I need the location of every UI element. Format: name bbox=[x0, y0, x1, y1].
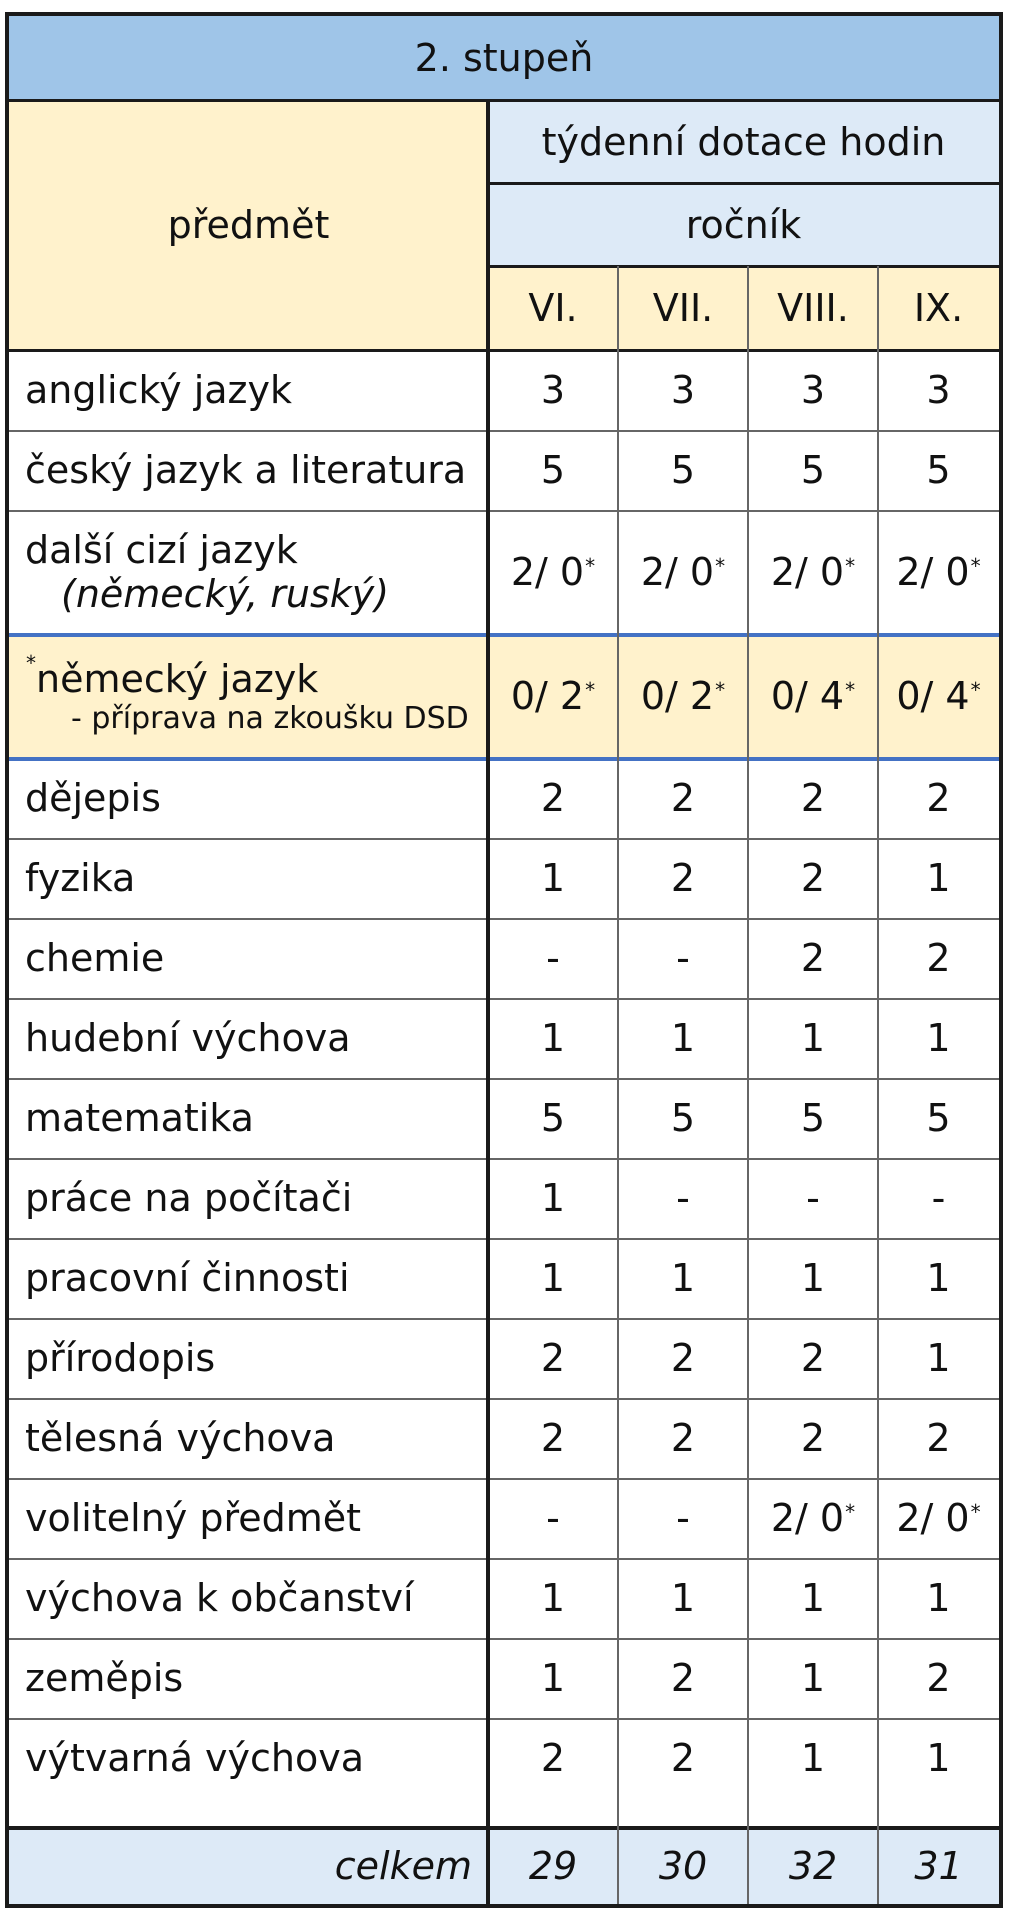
row-divider bbox=[9, 1398, 999, 1400]
row-divider bbox=[9, 1238, 999, 1240]
row-divider bbox=[9, 998, 999, 1000]
row-divider bbox=[9, 1638, 999, 1640]
hours-value: 2 bbox=[488, 1398, 618, 1478]
subject-name: hudební výchova bbox=[9, 998, 488, 1078]
curriculum-table bbox=[5, 12, 1003, 1908]
grade-header: ročník bbox=[488, 183, 999, 266]
hours-value: 5 bbox=[618, 430, 748, 510]
row-divider bbox=[9, 633, 999, 637]
grade-label: VIII. bbox=[748, 266, 878, 350]
hours-value: 3 bbox=[618, 350, 748, 430]
hours-value: 2 bbox=[748, 1398, 878, 1478]
row-divider bbox=[9, 349, 999, 352]
row-divider bbox=[9, 1826, 999, 1830]
hours-value: 2 bbox=[488, 758, 618, 838]
subject-column-header: předmět bbox=[9, 100, 488, 350]
hours-value: 1 bbox=[748, 1238, 878, 1318]
hours-value: 5 bbox=[878, 1078, 999, 1158]
hours-value: 5 bbox=[748, 430, 878, 510]
hours-value: - bbox=[618, 918, 748, 998]
hours-value: 5 bbox=[618, 1078, 748, 1158]
hours-value: - bbox=[618, 1158, 748, 1238]
subject-note: - příprava na zkoušku DSD bbox=[71, 700, 469, 736]
hours-value: 1 bbox=[748, 1558, 878, 1638]
subject-name: přírodopis bbox=[9, 1318, 488, 1398]
hours-value: 1 bbox=[618, 998, 748, 1078]
hours-value: 1 bbox=[878, 1718, 999, 1798]
hours-value: 1 bbox=[488, 1558, 618, 1638]
grade-label: VI. bbox=[488, 266, 618, 350]
column-divider bbox=[617, 266, 619, 1904]
total-label: celkem bbox=[9, 1828, 488, 1904]
subject-name: dějepis bbox=[9, 758, 488, 838]
hours-value: - bbox=[488, 1478, 618, 1558]
hours-value: 0/ 4 * bbox=[878, 634, 999, 758]
weekly-hours-header: týdenní dotace hodin bbox=[488, 100, 999, 183]
hours-value: 1 bbox=[748, 1638, 878, 1718]
column-divider bbox=[747, 266, 749, 1904]
hours-value: 3 bbox=[488, 350, 618, 430]
hours-value: 2 bbox=[878, 1638, 999, 1718]
hours-value: 2 bbox=[748, 838, 878, 918]
hours-value: 1 bbox=[878, 838, 999, 918]
hours-value: 2 bbox=[878, 758, 999, 838]
hours-value: 2 bbox=[878, 918, 999, 998]
table-title: 2. stupeň bbox=[9, 16, 999, 100]
hours-value: 1 bbox=[878, 1558, 999, 1638]
hours-value: 1 bbox=[488, 1638, 618, 1718]
hours-value: - bbox=[748, 1158, 878, 1238]
subject-name: matematika bbox=[9, 1078, 488, 1158]
row-divider bbox=[9, 757, 999, 761]
row-divider bbox=[9, 99, 999, 102]
subject-note: (německý, ruský) bbox=[61, 572, 390, 616]
subject-name: výchova k občanství bbox=[9, 1558, 488, 1638]
hours-value: 1 bbox=[488, 838, 618, 918]
row-divider bbox=[488, 265, 999, 268]
subject-name: práce na počítači bbox=[9, 1158, 488, 1238]
hours-value: 0/ 2 * bbox=[488, 634, 618, 758]
total-value: 32 bbox=[748, 1828, 878, 1904]
hours-value: 1 bbox=[488, 1158, 618, 1238]
row-divider bbox=[9, 1078, 999, 1080]
hours-value: 0/ 4 * bbox=[748, 634, 878, 758]
hours-value: - bbox=[618, 1478, 748, 1558]
row-divider bbox=[9, 510, 999, 512]
row-divider bbox=[9, 918, 999, 920]
total-value: 29 bbox=[488, 1828, 618, 1904]
grade-label: VII. bbox=[618, 266, 748, 350]
subject-name: chemie bbox=[9, 918, 488, 998]
column-divider bbox=[877, 266, 879, 1904]
hours-value: 2/ 0 * bbox=[748, 1478, 878, 1558]
hours-value: - bbox=[878, 1158, 999, 1238]
hours-value: 2/ 0 * bbox=[878, 1478, 999, 1558]
hours-value: 1 bbox=[748, 1718, 878, 1798]
row-divider bbox=[9, 430, 999, 432]
total-value: 30 bbox=[618, 1828, 748, 1904]
subject-name bbox=[9, 510, 488, 634]
hours-value: 2 bbox=[618, 1318, 748, 1398]
row-divider bbox=[9, 1718, 999, 1720]
hours-value: 5 bbox=[488, 1078, 618, 1158]
subject-name: tělesná výchova bbox=[9, 1398, 488, 1478]
hours-value: 2 bbox=[748, 758, 878, 838]
subject-name: český jazyk a literatura bbox=[9, 430, 488, 510]
hours-value: - bbox=[488, 918, 618, 998]
hours-value: 5 bbox=[878, 430, 999, 510]
column-divider bbox=[486, 100, 490, 1904]
subject-name: volitelný předmět bbox=[9, 1478, 488, 1558]
hours-value: 2 bbox=[618, 1638, 748, 1718]
hours-value: 5 bbox=[488, 430, 618, 510]
hours-value: 1 bbox=[748, 998, 878, 1078]
hours-value: 2 bbox=[748, 1318, 878, 1398]
hours-value: 1 bbox=[618, 1238, 748, 1318]
grade-label: IX. bbox=[878, 266, 999, 350]
hours-value: 1 bbox=[878, 1238, 999, 1318]
subject-name: anglický jazyk bbox=[9, 350, 488, 430]
hours-value: 1 bbox=[878, 1318, 999, 1398]
row-divider bbox=[9, 1558, 999, 1560]
hours-value: 3 bbox=[878, 350, 999, 430]
hours-value: 1 bbox=[488, 998, 618, 1078]
row-divider bbox=[9, 1158, 999, 1160]
subject-name: výtvarná výchova bbox=[9, 1718, 488, 1798]
hours-value: 2 bbox=[878, 1398, 999, 1478]
hours-value: 2 bbox=[618, 838, 748, 918]
row-divider bbox=[9, 1318, 999, 1320]
total-value: 31 bbox=[878, 1828, 999, 1904]
subject-name: fyzika bbox=[9, 838, 488, 918]
hours-value: 0/ 2 * bbox=[618, 634, 748, 758]
row-divider bbox=[9, 1478, 999, 1480]
hours-value: 2 bbox=[748, 918, 878, 998]
subject-line: *německý jazyk bbox=[26, 650, 319, 701]
hours-value: 2/ 0 * bbox=[748, 510, 878, 634]
hours-value: 2 bbox=[488, 1718, 618, 1798]
hours-value: 2 bbox=[488, 1318, 618, 1398]
subject-name bbox=[9, 634, 488, 758]
hours-value: 5 bbox=[748, 1078, 878, 1158]
hours-value: 2/ 0 * bbox=[618, 510, 748, 634]
hours-value: 2 bbox=[618, 1718, 748, 1798]
hours-value: 3 bbox=[748, 350, 878, 430]
row-divider bbox=[9, 838, 999, 840]
subject-name: pracovní činnosti bbox=[9, 1238, 488, 1318]
hours-value: 1 bbox=[488, 1238, 618, 1318]
hours-value: 2/ 0 * bbox=[488, 510, 618, 634]
row-divider bbox=[488, 182, 999, 185]
hours-value: 2/ 0 * bbox=[878, 510, 999, 634]
hours-value: 1 bbox=[618, 1558, 748, 1638]
hours-value: 2 bbox=[618, 758, 748, 838]
hours-value: 1 bbox=[878, 998, 999, 1078]
hours-value: 2 bbox=[618, 1398, 748, 1478]
subject-line: další cizí jazyk bbox=[25, 528, 298, 572]
subject-name: zeměpis bbox=[9, 1638, 488, 1718]
